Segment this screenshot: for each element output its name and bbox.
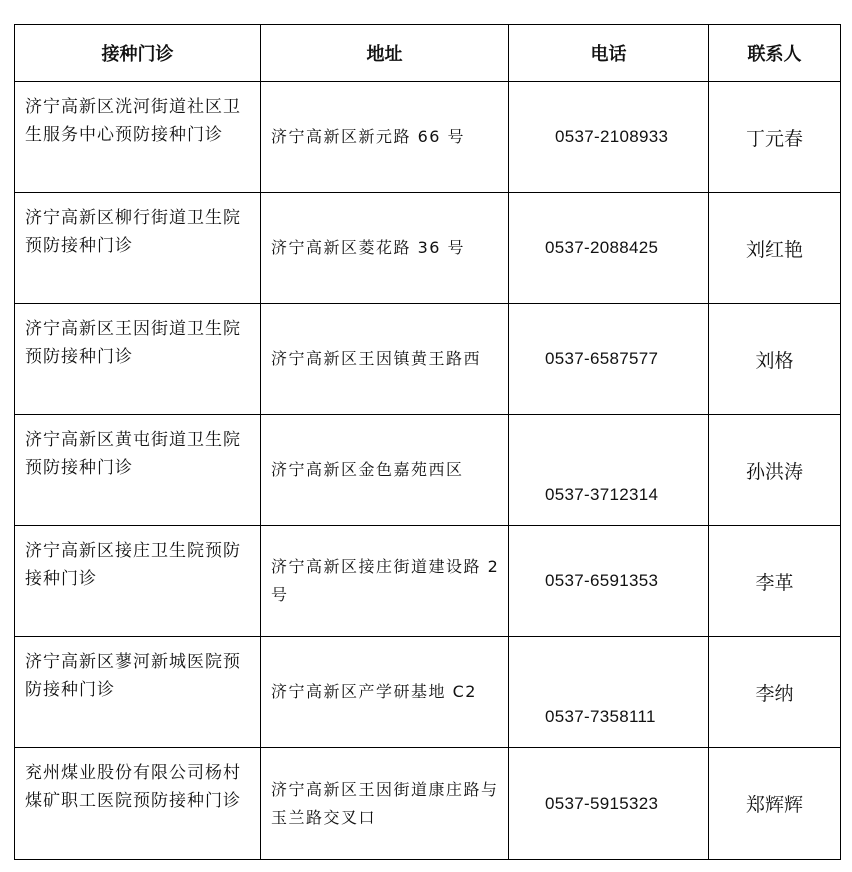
table-row [15, 748, 841, 860]
address-cell: 济宁高新区王因镇黄王路西 [261, 304, 509, 415]
address-cell: 济宁高新区产学研基地 C2 [261, 637, 509, 748]
phone-cell: 0537-6587577 [509, 304, 709, 415]
phone-cell: 0537-7358111 [509, 637, 709, 748]
contact-cell: 李革 [709, 526, 841, 637]
contact-cell: 孙洪涛 [709, 415, 841, 526]
contact-cell: 郑辉辉 [709, 748, 841, 860]
address-cell: 济宁高新区新元路 66 号 [261, 82, 509, 193]
table-row [15, 526, 841, 637]
table-header-row [15, 25, 841, 82]
clinic-cell [15, 526, 261, 637]
clinic-table [14, 24, 841, 860]
address-cell: 济宁高新区菱花路 36 号 [261, 193, 509, 304]
clinic-name: 济宁高新区接庄卫生院预防接种门诊 [25, 541, 241, 589]
clinic-cell [15, 748, 261, 860]
table-row [15, 82, 841, 193]
phone-cell: 0537-6591353 [509, 526, 709, 637]
address-cell: 济宁高新区王因街道康庄路与玉兰路交叉口 [261, 748, 509, 860]
table-row [15, 193, 841, 304]
contact-cell: 丁元春 [709, 82, 841, 193]
clinic-cell [15, 304, 261, 415]
header-contact: 联系人 [709, 25, 841, 82]
clinic-cell [15, 637, 261, 748]
contact-cell: 李纳 [709, 637, 841, 748]
header-address: 地址 [261, 25, 509, 82]
phone-cell: 0537-5915323 [509, 748, 709, 860]
clinic-name: 济宁高新区黄屯街道卫生院预防接种门诊 [25, 430, 241, 478]
table-row [15, 637, 841, 748]
contact-cell: 刘格 [709, 304, 841, 415]
header-clinic: 接种门诊 [15, 25, 261, 82]
address-cell: 济宁高新区金色嘉苑西区 [261, 415, 509, 526]
clinic-cell [15, 82, 261, 193]
clinic-cell [15, 415, 261, 526]
clinic-name: 兖州煤业股份有限公司杨村煤矿职工医院预防接种门诊 [25, 763, 241, 811]
clinic-name: 济宁高新区洸河街道社区卫生服务中心预防接种门诊 [25, 97, 241, 145]
clinic-name: 济宁高新区柳行街道卫生院预防接种门诊 [25, 208, 241, 256]
clinic-name: 济宁高新区王因街道卫生院预防接种门诊 [25, 319, 241, 367]
phone-cell: 0537-3712314 [509, 415, 709, 526]
header-phone: 电话 [509, 25, 709, 82]
phone-cell: 0537-2088425 [509, 193, 709, 304]
table-row [15, 415, 841, 526]
clinic-cell [15, 193, 261, 304]
phone-cell: 0537-2108933 [509, 82, 709, 193]
address-cell: 济宁高新区接庄街道建设路 2 号 [261, 526, 509, 637]
contact-cell: 刘红艳 [709, 193, 841, 304]
clinic-name: 济宁高新区蓼河新城医院预防接种门诊 [25, 652, 241, 700]
table-row [15, 304, 841, 415]
